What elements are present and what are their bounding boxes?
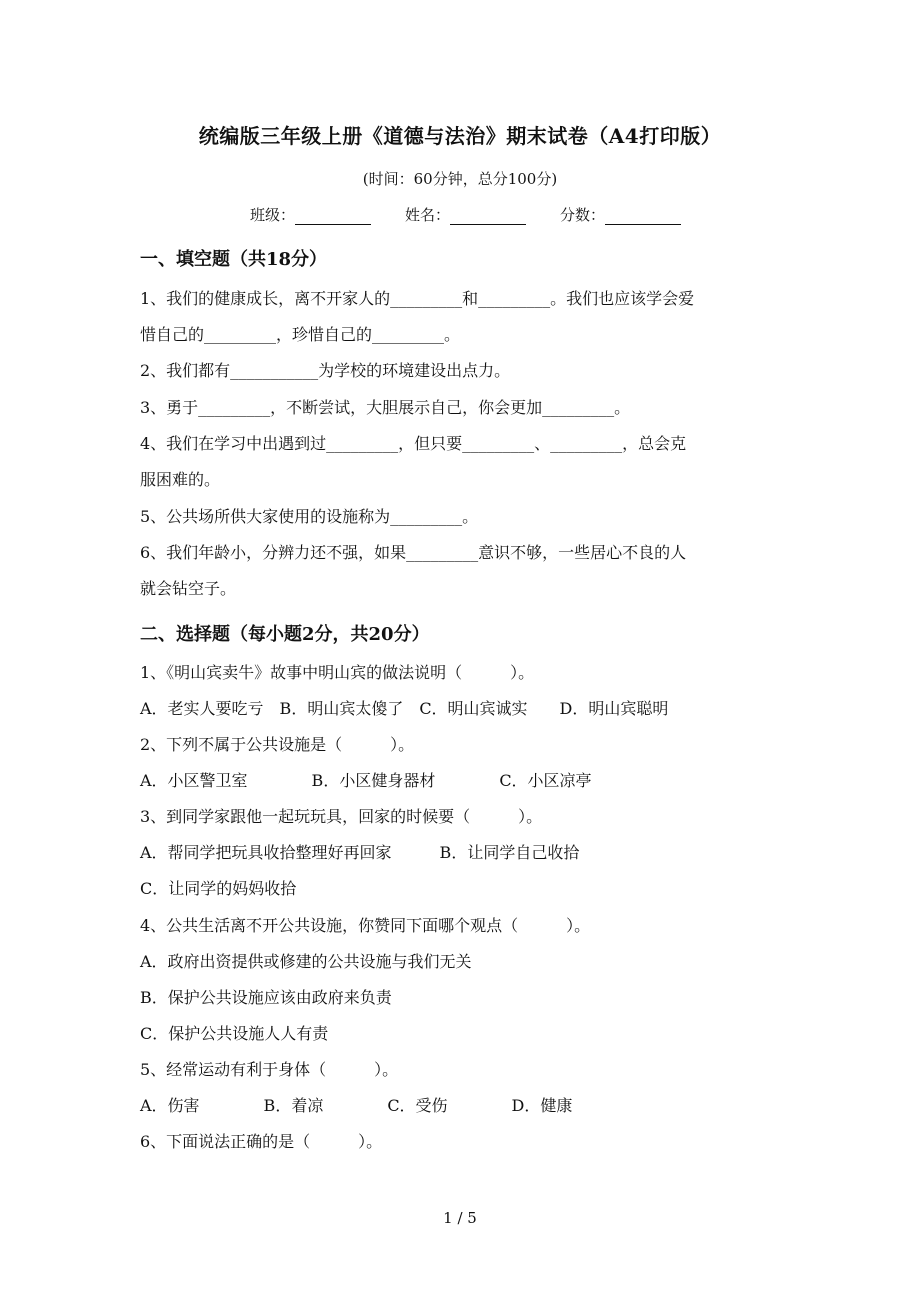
question-line: 1、我们的健康成长，离不开家人的_________和_________。我们也应该学会爱 [140, 289, 695, 308]
question-line: 5、经常运动有利于身体（ ）。 [140, 1060, 399, 1079]
question-line: 6、下面说法正确的是（ ）。 [140, 1132, 383, 1151]
score-blank [605, 208, 681, 225]
question-line: 2、我们都有___________为学校的环境建设出点力。 [140, 361, 511, 380]
class-label: 班级： [250, 206, 296, 224]
class-blank [295, 208, 371, 225]
option-line: A．帮同学把玩具收拾整理好再回家 B．让同学自己收拾 [140, 843, 580, 862]
question-line: 就会钻空子。 [140, 579, 237, 598]
question-line: 2、下列不属于公共设施是（ ）。 [140, 735, 415, 754]
section-heading-multiple-choice: 二、选择题（每小题2分，共20分） [140, 624, 430, 645]
exam-subtitle: (时间：60分钟，总分100分) [362, 170, 558, 188]
name-label: 姓名： [405, 206, 451, 224]
option-line: B．保护公共设施应该由政府来负责 [140, 988, 392, 1007]
student-info-row [250, 204, 681, 225]
option-line: A．老实人要吃亏 B．明山宾太傻了 C．明山宾诚实 D．明山宾聪明 [140, 699, 669, 718]
question-line: 惜自己的_________，珍惜自己的_________。 [140, 325, 461, 344]
question-line: 1、《明山宾卖牛》故事中明山宾的做法说明（ ）。 [140, 663, 535, 682]
option-line: A．小区警卫室 B．小区健身器材 C．小区凉亭 [140, 771, 592, 790]
question-line: 服困难的。 [140, 470, 221, 489]
name-field [405, 204, 526, 225]
question-line: 5、公共场所供大家使用的设施称为_________。 [140, 507, 479, 526]
page-number: 1 / 5 [443, 1209, 477, 1227]
name-blank [450, 208, 526, 225]
option-line: C．让同学的妈妈收拾 [140, 879, 297, 898]
question-line: 4、我们在学习中出遇到过_________，但只要_________、_________，总会克 [140, 434, 687, 453]
class-field [250, 204, 371, 225]
option-line: C．保护公共设施人人有责 [140, 1024, 329, 1043]
question-line: 3、勇于_________，不断尝试，大胆展示自己，你会更加_________。 [140, 398, 631, 417]
score-label: 分数： [560, 206, 606, 224]
question-line: 6、我们年龄小，分辨力还不强，如果_________意识不够，一些居心不良的人 [140, 543, 687, 562]
option-line: A．伤害 B．着凉 C．受伤 D．健康 [140, 1096, 573, 1115]
question-line: 3、到同学家跟他一起玩玩具，回家的时候要（ ）。 [140, 807, 543, 826]
section-heading-fill-blank: 一、填空题（共18分） [140, 249, 328, 270]
exam-title: 统编版三年级上册《道德与法治》期末试卷（A4打印版） [198, 124, 722, 148]
option-line: A．政府出资提供或修建的公共设施与我们无关 [140, 952, 472, 971]
score-field [560, 204, 681, 225]
question-line: 4、公共生活离不开公共设施，你赞同下面哪个观点（ ）。 [140, 916, 591, 935]
